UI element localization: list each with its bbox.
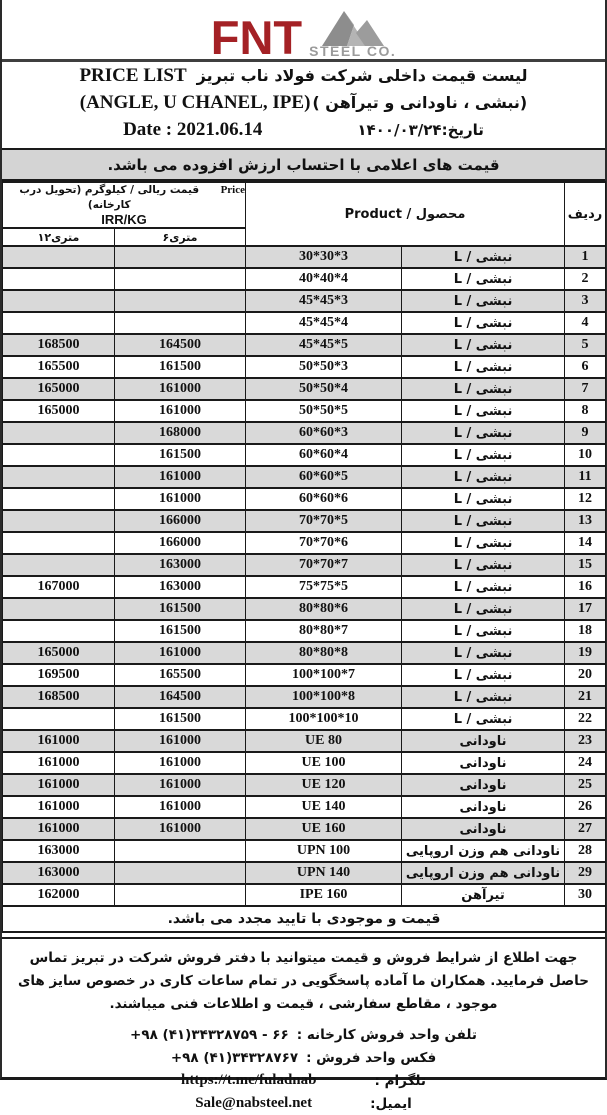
size-cell: 50*50*5 — [246, 400, 402, 422]
row-number-cell: 9 — [565, 422, 606, 444]
table-row — [3, 642, 606, 664]
product-type-cell: ناودانی — [402, 752, 565, 774]
product-type-cell: نبشی / L — [402, 400, 565, 422]
product-type-cell: نبشی / L — [402, 664, 565, 686]
table-row — [3, 510, 606, 532]
logo-header — [2, 0, 605, 62]
date-line — [2, 119, 605, 148]
price-12m-cell: 161000 — [3, 752, 115, 774]
price-6m-cell: 161500 — [115, 598, 246, 620]
telegram-value: https://t.me/fuladnab — [181, 1072, 317, 1088]
table-row — [3, 730, 606, 752]
table-row — [3, 356, 606, 378]
row-number-cell: 22 — [565, 708, 606, 730]
contact-paragraph: جهت اطلاع از شرایط فروش و قیمت میتوانید با دفتر فروش شرکت در تبریز تماس حاصل فرمایید. همکاران ما آماده پاسخگویی در تمام ساعات کاری در خصوص سایز های موجود ، مقاطع سفارشی ، قیمت و اطلاعات فنی میباشند. — [17, 950, 589, 1012]
row-number-cell: 27 — [565, 818, 606, 840]
price-6m-cell — [115, 884, 246, 906]
size-cell: 75*75*5 — [246, 576, 402, 598]
price-6m-cell: 161000 — [115, 752, 246, 774]
price-12m-cell: 161000 — [3, 818, 115, 840]
telegram-line — [14, 1069, 593, 1092]
table-row — [3, 664, 606, 686]
price-12m-cell: 165000 — [3, 400, 115, 422]
product-type-cell: نبشی / L — [402, 620, 565, 642]
product-type-cell: نبشی / L — [402, 576, 565, 598]
price-6m-cell: 161500 — [115, 708, 246, 730]
price-6m-cell — [115, 862, 246, 884]
product-type-cell: نبشی / L — [402, 532, 565, 554]
size-cell: 30*30*3 — [246, 246, 402, 268]
price-12m-cell: 168500 — [3, 686, 115, 708]
price-12m-cell — [3, 312, 115, 334]
row-number-cell: 15 — [565, 554, 606, 576]
table-row — [3, 488, 606, 510]
price-12m-cell — [3, 510, 115, 532]
price-12m-cell: 167000 — [3, 576, 115, 598]
price-12m-cell: 168500 — [3, 334, 115, 356]
price-6m-cell: 161000 — [115, 730, 246, 752]
table-row — [3, 708, 606, 730]
company-logo — [210, 8, 397, 64]
price-12m-cell: 165500 — [3, 356, 115, 378]
row-number-cell: 17 — [565, 598, 606, 620]
product-type-cell: ناودانی — [402, 774, 565, 796]
row-number-cell: 3 — [565, 290, 606, 312]
size-cell: 45*45*3 — [246, 290, 402, 312]
product-type-cell: نبشی / L — [402, 510, 565, 532]
vat-banner — [2, 148, 605, 181]
table-row — [3, 466, 606, 488]
price-12m-cell: 163000 — [3, 862, 115, 884]
price-12m-cell — [3, 422, 115, 444]
phone-line — [14, 1023, 593, 1046]
price-12m-cell: 161000 — [3, 774, 115, 796]
table-row — [3, 862, 606, 884]
table-row — [3, 620, 606, 642]
column-header-6m: ۶متری — [115, 228, 246, 246]
product-type-cell: نبشی / L — [402, 334, 565, 356]
size-cell: 60*60*6 — [246, 488, 402, 510]
price-6m-cell: 166000 — [115, 532, 246, 554]
price-12m-cell: 165000 — [3, 378, 115, 400]
price-6m-cell: 166000 — [115, 510, 246, 532]
size-cell: 60*60*4 — [246, 444, 402, 466]
row-number-cell: 12 — [565, 488, 606, 510]
table-row — [3, 576, 606, 598]
row-number-cell: 24 — [565, 752, 606, 774]
row-number-cell: 25 — [565, 774, 606, 796]
price-6m-cell: 168000 — [115, 422, 246, 444]
row-number-cell: 28 — [565, 840, 606, 862]
title-block — [2, 62, 605, 148]
table-row — [3, 246, 606, 268]
size-cell: UE 80 — [246, 730, 402, 752]
price-12m-cell — [3, 444, 115, 466]
price-table-header — [3, 182, 606, 246]
price-6m-cell — [115, 290, 246, 312]
brand-name: FNT — [210, 10, 303, 64]
row-number-cell: 26 — [565, 796, 606, 818]
product-type-cell: ناودانی هم وزن اروپایی — [402, 840, 565, 862]
product-type-cell: ناودانی — [402, 818, 565, 840]
row-number-cell: 4 — [565, 312, 606, 334]
row-number-cell: 23 — [565, 730, 606, 752]
table-row — [3, 400, 606, 422]
column-header-12m: ۱۲متری — [3, 228, 115, 246]
price-6m-cell: 161000 — [115, 400, 246, 422]
table-row — [3, 422, 606, 444]
email-line — [14, 1092, 593, 1115]
table-row — [3, 598, 606, 620]
table-row — [3, 444, 606, 466]
size-cell: 70*70*6 — [246, 532, 402, 554]
row-number-column-header: ردیف — [565, 182, 606, 246]
row-number-cell: 10 — [565, 444, 606, 466]
size-cell: 100*100*8 — [246, 686, 402, 708]
table-row — [3, 752, 606, 774]
price-table — [2, 181, 606, 933]
price-6m-cell — [115, 840, 246, 862]
size-cell: 80*80*8 — [246, 642, 402, 664]
price-title-en: Price — [220, 184, 246, 196]
logo-right-block — [309, 8, 396, 58]
phone-value: +۹۸ (۴۱)۳۴۳۲۸۷۵۹ - ۶۶ — [130, 1026, 289, 1043]
price-12m-cell — [3, 554, 115, 576]
product-type-cell: نبشی / L — [402, 642, 565, 664]
row-number-cell: 7 — [565, 378, 606, 400]
vat-banner-text: قیمت های اعلامی با احتساب ارزش افزوده می باشد. — [107, 155, 500, 174]
email-value: Sale@nabsteel.net — [195, 1095, 313, 1111]
size-cell: UPN 100 — [246, 840, 402, 862]
row-number-cell: 13 — [565, 510, 606, 532]
price-6m-cell: 161000 — [115, 642, 246, 664]
size-cell: 40*40*4 — [246, 268, 402, 290]
contact-footer — [2, 937, 605, 1115]
table-row — [3, 774, 606, 796]
table-row — [3, 290, 606, 312]
product-type-cell: نبشی / L — [402, 466, 565, 488]
size-cell: 50*50*3 — [246, 356, 402, 378]
product-type-cell: نبشی / L — [402, 290, 565, 312]
size-cell: UE 100 — [246, 752, 402, 774]
product-type-cell: نبشی / L — [402, 598, 565, 620]
size-cell: 45*45*4 — [246, 312, 402, 334]
size-cell: 60*60*5 — [246, 466, 402, 488]
product-type-cell: نبشی / L — [402, 488, 565, 510]
product-type-cell: ناودانی — [402, 730, 565, 752]
price-table-body — [3, 246, 606, 906]
table-row — [3, 686, 606, 708]
row-number-cell: 5 — [565, 334, 606, 356]
price-12m-cell — [3, 708, 115, 730]
email-label: ایمیل: — [370, 1095, 412, 1112]
product-column-header: محصول / Product — [246, 182, 565, 246]
price-12m-cell: 165000 — [3, 642, 115, 664]
size-cell: 70*70*7 — [246, 554, 402, 576]
fax-label: فکس واحد فروش : — [306, 1049, 437, 1066]
product-type-cell: نبشی / L — [402, 708, 565, 730]
reconfirm-note-row — [3, 906, 606, 932]
main-title — [2, 65, 605, 92]
title-en: PRICE LIST — [79, 65, 187, 86]
row-number-cell: 14 — [565, 532, 606, 554]
fax-line — [14, 1046, 593, 1069]
product-type-cell: ناودانی هم وزن اروپایی — [402, 862, 565, 884]
table-row — [3, 554, 606, 576]
price-6m-cell: 165500 — [115, 664, 246, 686]
row-number-cell: 30 — [565, 884, 606, 906]
brand-subtitle: STEEL CO. — [309, 43, 397, 59]
price-6m-cell — [115, 268, 246, 290]
price-6m-cell: 164500 — [115, 686, 246, 708]
price-6m-cell: 161000 — [115, 488, 246, 510]
date-en: Date : 2021.06.14 — [123, 119, 263, 140]
product-type-cell: نبشی / L — [402, 312, 565, 334]
price-12m-cell: 169500 — [3, 664, 115, 686]
size-cell: 50*50*4 — [246, 378, 402, 400]
price-column-header — [3, 182, 246, 228]
table-row — [3, 884, 606, 906]
product-type-cell: نبشی / L — [402, 554, 565, 576]
price-6m-cell — [115, 312, 246, 334]
row-number-cell: 29 — [565, 862, 606, 884]
price-6m-cell: 161500 — [115, 444, 246, 466]
table-row — [3, 840, 606, 862]
date-fa: تاریخ:۱۴۰۰/۰۳/۲۴ — [357, 121, 484, 139]
price-6m-cell: 163000 — [115, 576, 246, 598]
size-cell: 100*100*7 — [246, 664, 402, 686]
row-number-cell: 20 — [565, 664, 606, 686]
product-type-cell: نبشی / L — [402, 378, 565, 400]
reconfirm-note: قیمت و موجودی با تایید مجدد می باشد. — [3, 906, 606, 932]
price-12m-cell — [3, 532, 115, 554]
size-cell: IPE 160 — [246, 884, 402, 906]
table-row — [3, 378, 606, 400]
price-12m-cell: 161000 — [3, 730, 115, 752]
price-6m-cell: 164500 — [115, 334, 246, 356]
price-12m-cell — [3, 466, 115, 488]
product-type-cell: ناودانی — [402, 796, 565, 818]
mountain-logo-icon — [320, 8, 386, 46]
price-6m-cell: 161000 — [115, 466, 246, 488]
size-cell: 70*70*5 — [246, 510, 402, 532]
telegram-label: تلگرام : — [374, 1072, 426, 1089]
size-cell: 100*100*10 — [246, 708, 402, 730]
size-cell: UE 140 — [246, 796, 402, 818]
price-6m-cell: 161000 — [115, 818, 246, 840]
row-number-cell: 1 — [565, 246, 606, 268]
price-6m-cell: 161500 — [115, 356, 246, 378]
row-number-cell: 2 — [565, 268, 606, 290]
price-12m-cell: 162000 — [3, 884, 115, 906]
subtitle — [2, 92, 605, 119]
row-number-cell: 11 — [565, 466, 606, 488]
product-type-cell: نبشی / L — [402, 268, 565, 290]
size-cell: 80*80*6 — [246, 598, 402, 620]
price-title-fa: قیمت ریالی / کیلوگرم (تحویل درب کارخانه) — [19, 184, 200, 211]
table-row — [3, 796, 606, 818]
price-12m-cell: 163000 — [3, 840, 115, 862]
size-cell: UE 160 — [246, 818, 402, 840]
row-number-cell: 18 — [565, 620, 606, 642]
price-12m-cell: 161000 — [3, 796, 115, 818]
product-type-cell: نبشی / L — [402, 686, 565, 708]
price-6m-cell: 161000 — [115, 378, 246, 400]
row-number-cell: 8 — [565, 400, 606, 422]
table-row — [3, 334, 606, 356]
price-6m-cell: 161000 — [115, 796, 246, 818]
size-cell: 60*60*3 — [246, 422, 402, 444]
size-cell: UPN 140 — [246, 862, 402, 884]
price-6m-cell: 161500 — [115, 620, 246, 642]
price-12m-cell — [3, 268, 115, 290]
price-6m-cell: 161000 — [115, 774, 246, 796]
price-12m-cell — [3, 620, 115, 642]
size-cell: UE 120 — [246, 774, 402, 796]
title-fa: لیست قیمت داخلی شرکت فولاد ناب تبریز — [196, 66, 528, 85]
subtitle-en: (ANGLE, U CHANEL, IPE) — [79, 92, 311, 113]
row-number-cell: 6 — [565, 356, 606, 378]
product-type-cell: نبشی / L — [402, 444, 565, 466]
table-row — [3, 532, 606, 554]
price-12m-cell — [3, 488, 115, 510]
product-type-cell: نبشی / L — [402, 422, 565, 444]
price-12m-cell — [3, 290, 115, 312]
phone-label: تلفن واحد فروش کارخانه : — [296, 1026, 477, 1043]
subtitle-fa: (نبشی ، ناودانی و تیرآهن ) — [312, 93, 528, 112]
table-row — [3, 268, 606, 290]
row-number-cell: 16 — [565, 576, 606, 598]
size-cell: 45*45*5 — [246, 334, 402, 356]
price-12m-cell — [3, 598, 115, 620]
row-number-cell: 21 — [565, 686, 606, 708]
row-number-cell: 19 — [565, 642, 606, 664]
price-unit: IRR/KG — [101, 212, 147, 227]
fax-value: +۹۸ (۴۱)۳۴۳۲۸۷۶۷ — [170, 1049, 299, 1066]
table-row — [3, 818, 606, 840]
product-type-cell: نبشی / L — [402, 356, 565, 378]
product-type-cell: نبشی / L — [402, 246, 565, 268]
price-12m-cell — [3, 246, 115, 268]
table-row — [3, 312, 606, 334]
product-type-cell: تیرآهن — [402, 884, 565, 906]
price-6m-cell: 163000 — [115, 554, 246, 576]
price-6m-cell — [115, 246, 246, 268]
size-cell: 80*80*7 — [246, 620, 402, 642]
